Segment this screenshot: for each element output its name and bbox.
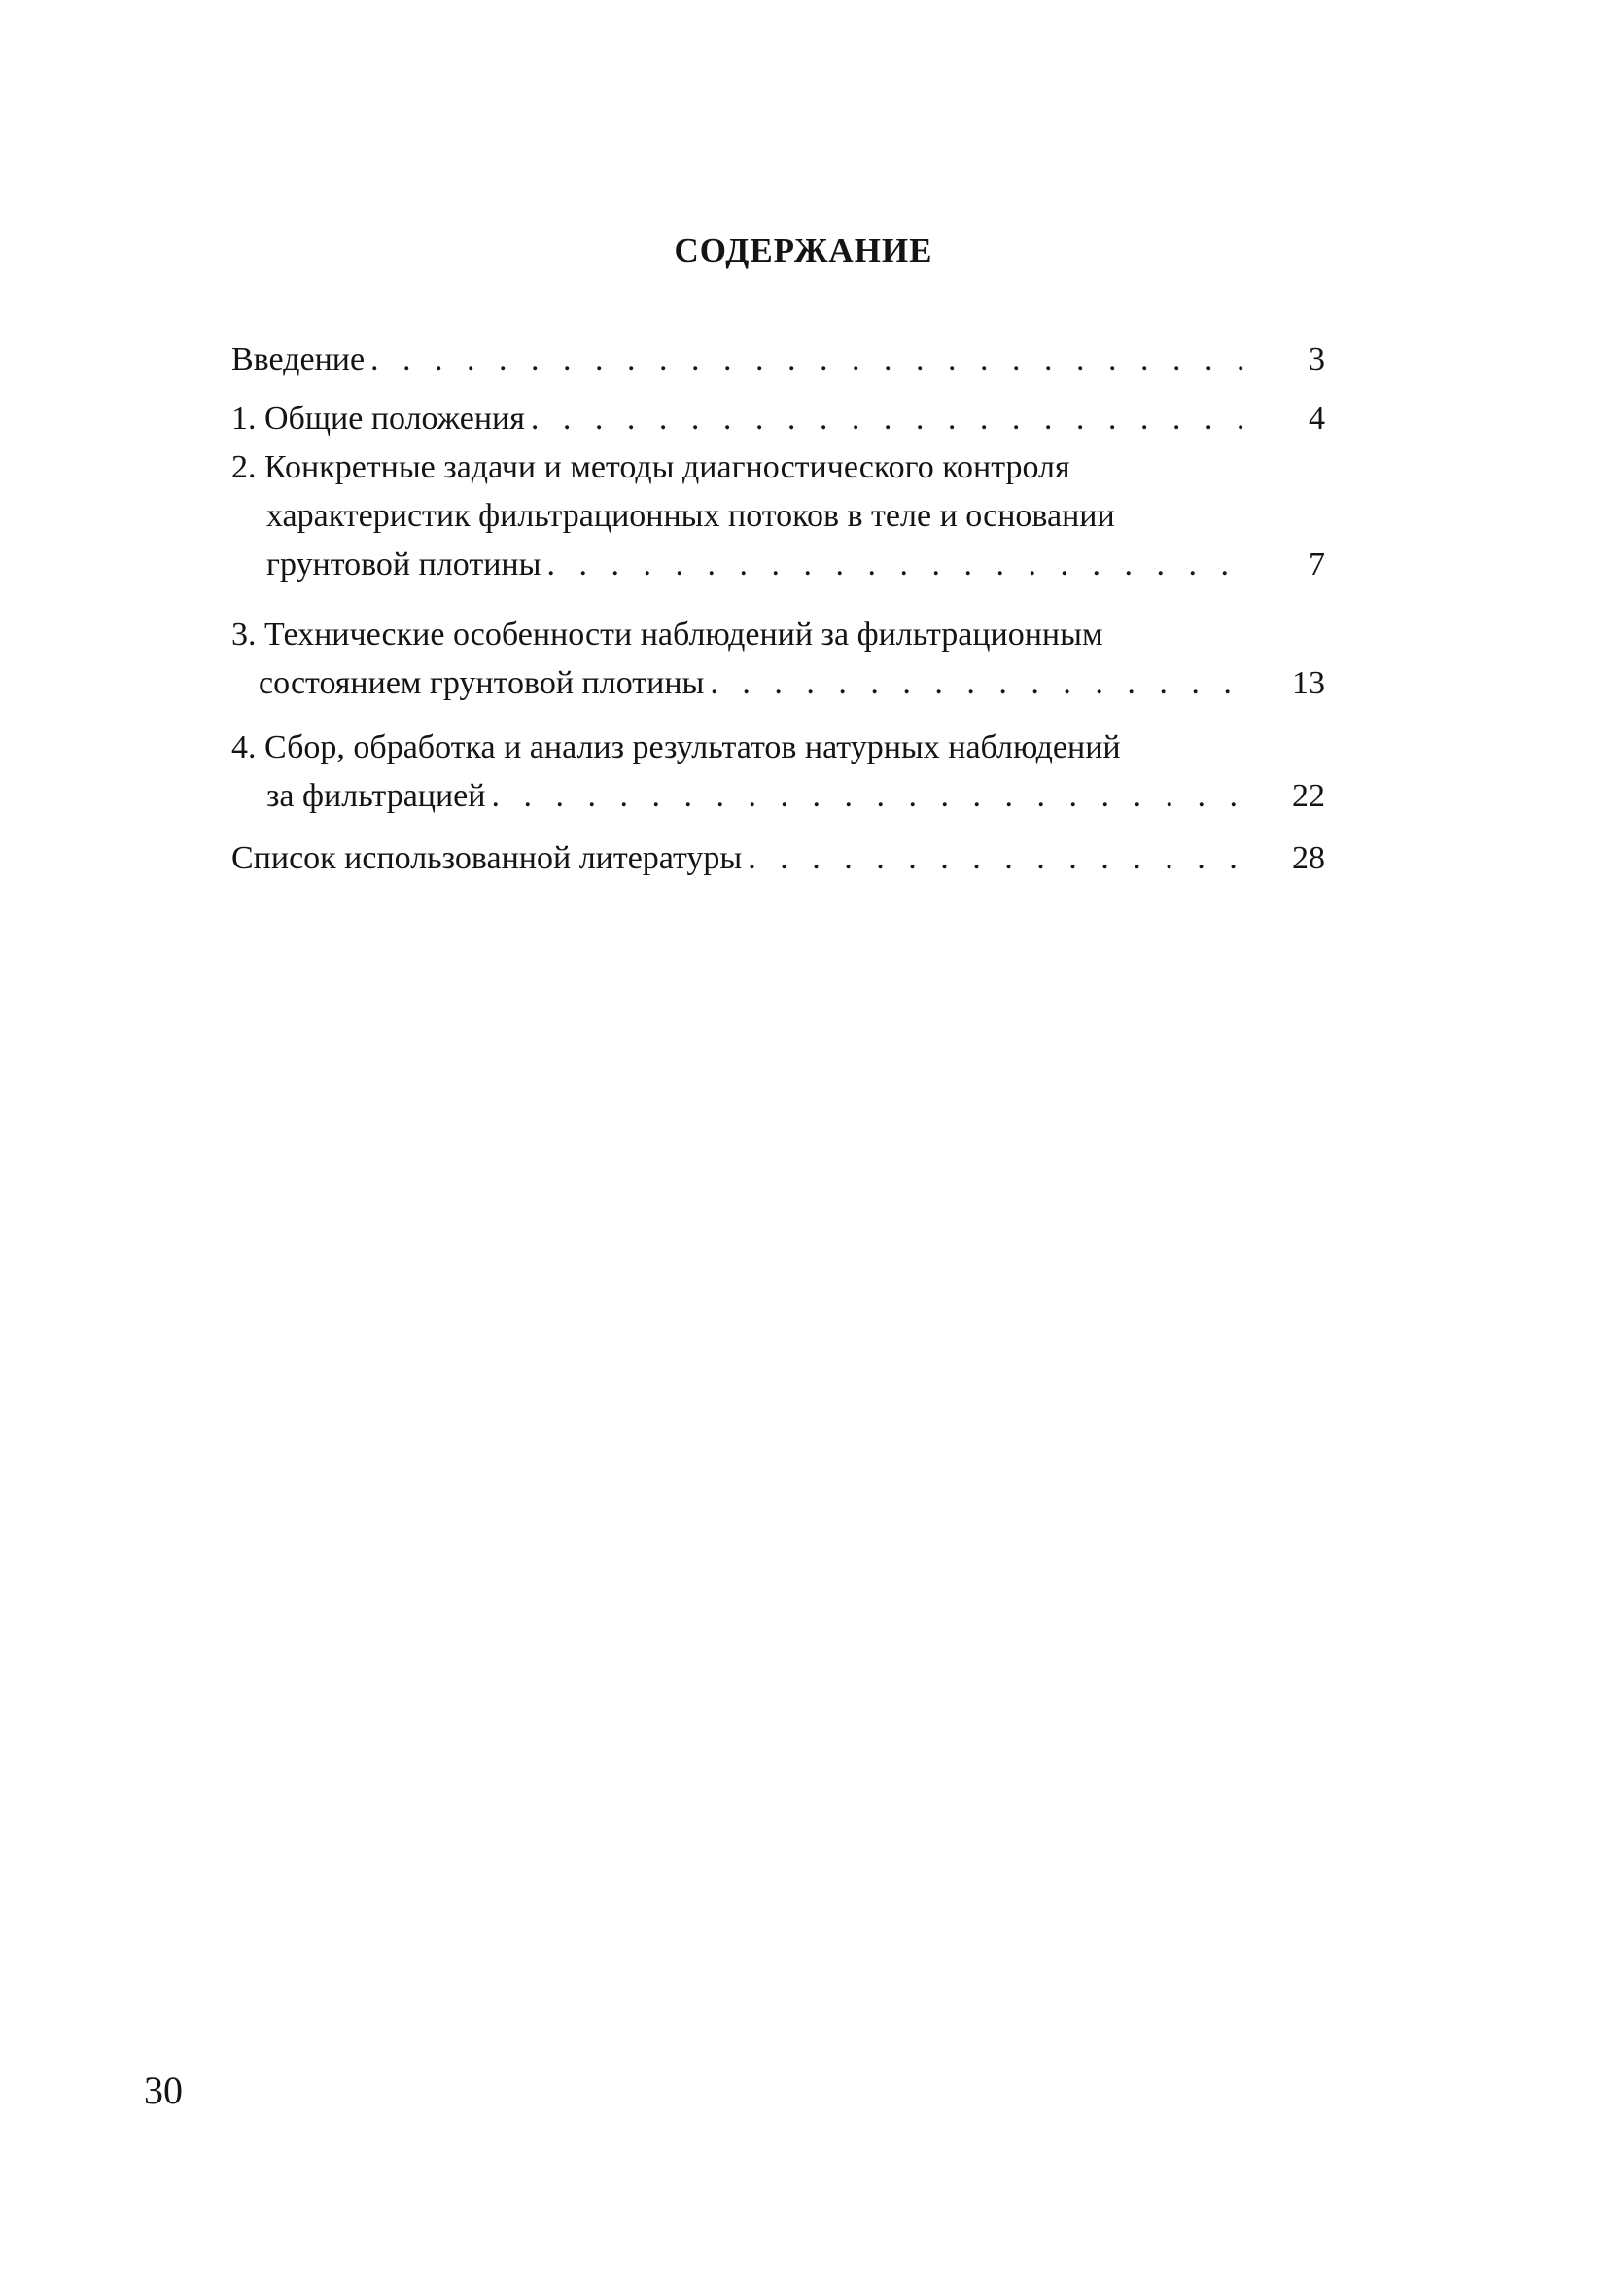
toc-entry-title: 1. Общие положения <box>231 401 525 437</box>
toc-entry-references[interactable] <box>231 834 1325 883</box>
toc-entry-section-4[interactable] <box>231 724 1325 821</box>
toc-entry-page: 22 <box>1292 778 1325 814</box>
toc-entry-title: 4. Сбор, обработка и анализ результатов натурных наблюдений <box>231 729 1121 765</box>
toc-entry-introduction[interactable] <box>231 336 1325 384</box>
toc-entry-title: 2. Конкретные задачи и методы диагностического контроля <box>231 449 1070 485</box>
toc-entry-section-1[interactable] <box>231 395 1325 443</box>
toc-entry-page: 7 <box>1309 547 1325 583</box>
toc-entry-section-2[interactable] <box>231 443 1325 589</box>
toc-entry-title: 3. Технические особенности наблюдений за фильтрационным <box>231 617 1103 653</box>
toc-heading: СОДЕРЖАНИЕ <box>674 231 933 269</box>
toc-entry-title-cont: за фильтрацией <box>266 778 486 814</box>
toc-entry-page: 3 <box>1309 341 1325 377</box>
dot-leader <box>704 659 1249 708</box>
dot-leader <box>485 772 1249 821</box>
toc-entry-page: 28 <box>1292 840 1325 876</box>
dot-leader <box>541 541 1249 589</box>
dot-leader <box>365 336 1249 384</box>
toc-entry-title: Список использованной литературы <box>231 840 743 876</box>
page-number: 30 <box>144 2068 183 2112</box>
toc-entry-title-cont: состоянием грунтовой плотины <box>259 665 705 701</box>
dot-leader <box>742 834 1249 883</box>
table-of-contents <box>231 336 1325 883</box>
toc-entry-section-3[interactable] <box>231 611 1325 708</box>
dot-leader <box>525 395 1249 443</box>
toc-entry-page: 4 <box>1309 401 1325 437</box>
toc-entry-page: 13 <box>1292 665 1325 701</box>
toc-entry-title: Введение <box>231 341 366 377</box>
toc-entry-title-cont: характеристик фильтрационных потоков в теле и основании <box>266 498 1115 534</box>
toc-entry-title-cont: грунтовой плотины <box>266 547 541 583</box>
